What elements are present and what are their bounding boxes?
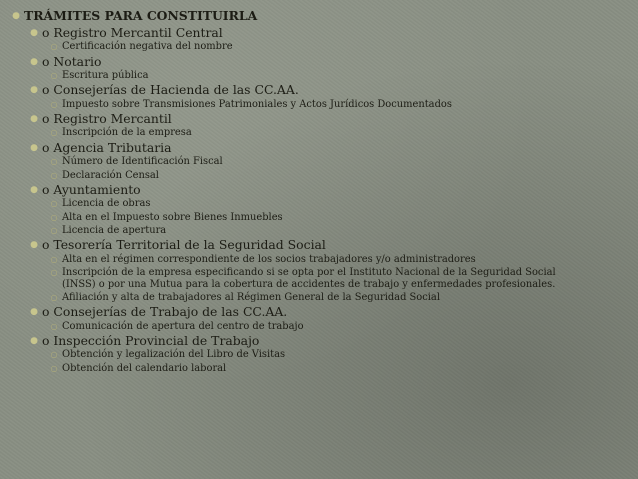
item-label: Escritura pública	[62, 70, 149, 81]
list-item	[11, 170, 626, 181]
item-label: Licencia de apertura	[62, 225, 167, 237]
section-registro-mercantil-central	[11, 26, 626, 40]
item-label: Comunicación de apertura del centro de trabajo	[62, 320, 304, 332]
item-label: Certificación negativa del nombre	[62, 41, 233, 53]
bullet-icon: ○	[50, 350, 58, 360]
bullet-icon: ○	[50, 71, 58, 80]
bullet-icon: ○	[50, 212, 58, 222]
list-item	[11, 349, 626, 360]
bullet-icon: ●	[30, 336, 38, 347]
section-ayuntamiento	[11, 183, 626, 197]
section-tesoreria	[11, 238, 626, 252]
section-consejerias-hacienda	[11, 83, 626, 97]
item-label: Alta en el Impuesto sobre Bienes Inmuebles	[62, 211, 283, 223]
section-label: o Inspección Provincial de Trabajo	[42, 333, 260, 349]
item-label: Número de Identificación Fiscal	[62, 156, 223, 168]
section-consejerias-trabajo	[11, 305, 626, 319]
section-label: o Registro Mercantil Central	[42, 25, 223, 40]
section-label: o Ayuntamiento	[42, 181, 141, 197]
bullet-icon: ○	[50, 170, 58, 180]
section-inspeccion-provincial	[11, 334, 626, 348]
list-item	[11, 99, 626, 110]
item-label: Inscripción de la empresa especificando si se opta por el Instituto Nacional de la Seguridad Social (INSS) o por una Mutua para la cobertura de accidentes de trabajo y enfermedades profesionales.	[62, 267, 556, 290]
section-label: o Tesorería Territorial de la Seguridad Social	[42, 237, 326, 253]
bullet-icon: ○	[50, 199, 58, 209]
bullet-icon: ●	[30, 307, 38, 318]
slide-title: TRÁMITES PARA CONSTITUIRLA	[24, 8, 258, 23]
bullet-icon: ○	[50, 226, 58, 236]
bullet-icon: ○	[50, 292, 58, 302]
list-item	[11, 225, 626, 236]
section-registro-mercantil	[11, 112, 626, 126]
list-item	[11, 198, 626, 209]
bullet-icon: ●	[30, 28, 38, 38]
section-agencia-tributaria	[11, 141, 626, 155]
list-item	[11, 212, 626, 223]
bullet-icon: ●	[12, 11, 20, 21]
list-item	[11, 127, 626, 138]
slide-title-row	[11, 9, 626, 23]
item-label: Afiliación y alta de trabajadores al Régimen General de la Seguridad Social	[62, 291, 440, 303]
section-label: o Consejerías de Trabajo de las CC.AA.	[42, 304, 288, 320]
item-label: Declaración Censal	[62, 169, 159, 181]
bullet-icon: ○	[50, 128, 58, 138]
bullet-icon: ○	[50, 321, 58, 331]
section-label: o Consejerías de Hacienda de las CC.AA.	[42, 82, 299, 98]
item-label: Alta en el régimen correspondiente de los socios trabajadores y/o administradores	[62, 253, 476, 265]
item-label: Obtención del calendario laboral	[62, 362, 227, 374]
section-label: o Agencia Tributaria	[42, 139, 172, 155]
bullet-icon: ○	[50, 268, 58, 278]
section-label: o Registro Mercantil	[42, 111, 172, 127]
item-label: Inscripción de la empresa	[62, 127, 192, 139]
list-item	[11, 156, 626, 167]
list-item	[11, 70, 626, 81]
bullet-icon: ○	[50, 254, 58, 264]
item-label: Obtención y legalización del Libro de Visitas	[62, 349, 286, 361]
bullet-icon: ●	[30, 85, 38, 96]
bullet-icon: ●	[30, 114, 38, 125]
bullet-icon: ●	[30, 240, 38, 251]
bullet-icon: ○	[50, 363, 58, 373]
item-label: Impuesto sobre Transmisiones Patrimoniales y Actos Jurídicos Documentados	[62, 98, 452, 110]
list-item	[11, 267, 626, 290]
list-item	[11, 254, 626, 265]
list-item	[11, 321, 626, 332]
bullet-icon: ●	[30, 142, 38, 153]
bullet-icon: ●	[30, 56, 38, 67]
list-item	[11, 41, 626, 52]
section-notario	[11, 55, 626, 69]
list-item	[11, 363, 626, 374]
list-item	[11, 292, 626, 303]
bullet-icon: ○	[50, 99, 58, 109]
item-label: Licencia de obras	[62, 198, 151, 210]
bullet-icon: ○	[50, 42, 58, 52]
section-label: o Notario	[42, 53, 102, 69]
bullet-icon: ●	[30, 184, 38, 195]
bullet-icon: ○	[50, 157, 58, 167]
